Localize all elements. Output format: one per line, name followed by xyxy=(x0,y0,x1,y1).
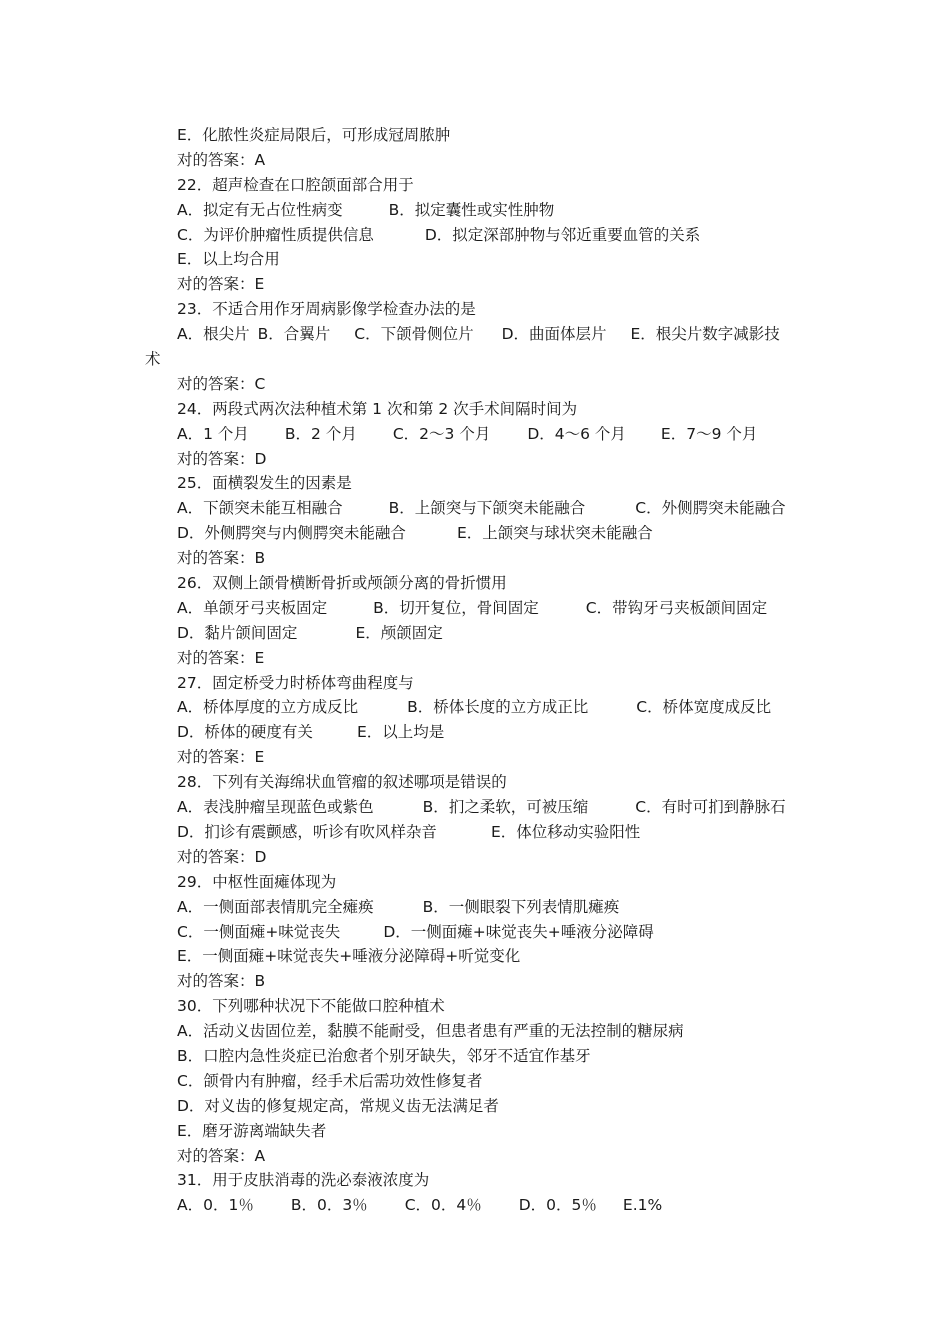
line-text: E．一侧面瘫+味觉丧失+唾液分泌障碍+听觉变化 xyxy=(177,947,521,966)
text-line xyxy=(0,322,950,347)
line-text: 对的答案：D xyxy=(177,847,267,866)
option-text: D．黏片颌间固定 xyxy=(177,623,298,642)
line-text: 对的答案：A xyxy=(177,1146,266,1165)
line-text: 31．用于皮肤消毒的洗必泰液浓度为 xyxy=(177,1171,430,1190)
text-line xyxy=(0,1044,950,1069)
text-line xyxy=(0,745,950,770)
line-text: E．磨牙游离端缺失者 xyxy=(177,1121,327,1140)
option-text: D．4～6 个月 xyxy=(527,424,626,443)
option-text: E．以上均是 xyxy=(356,723,445,742)
option-text: B．拟定囊性或实性肿物 xyxy=(388,200,555,219)
text-line xyxy=(0,422,950,447)
line-text: 22．超声检查在口腔颌面部合用于 xyxy=(177,175,414,194)
text-line xyxy=(0,198,950,223)
text-line xyxy=(0,795,950,820)
text-line xyxy=(0,123,950,148)
text-line xyxy=(0,173,950,198)
text-line xyxy=(0,372,950,397)
line-text: 28．下列有关海绵状血管瘤的叙述哪项是错误的 xyxy=(177,773,507,792)
text-line xyxy=(0,397,950,422)
text-line xyxy=(0,1069,950,1094)
option-text: E．上颌突与球状突未能融合 xyxy=(456,524,653,543)
line-text: D．对义齿的修复规定高，常规义齿无法满足者 xyxy=(177,1096,499,1115)
option-text: B．上颌突与下颌突未能融合 xyxy=(388,499,586,518)
option-text: A．拟定有无占位性病变 xyxy=(177,200,343,219)
text-line xyxy=(0,845,950,870)
option-text: A．下颌突未能互相融合 xyxy=(177,499,343,518)
option-text: D．外侧腭突与内侧腭突未能融合 xyxy=(177,524,406,543)
text-line xyxy=(0,447,950,472)
option-text: C．下颌骨侧位片 xyxy=(354,325,474,344)
text-line xyxy=(0,1119,950,1144)
text-line xyxy=(0,820,950,845)
option-text: A．1 个月 xyxy=(177,424,249,443)
line-text: 对的答案：A xyxy=(177,150,266,169)
line-text: 25．面横裂发生的因素是 xyxy=(177,474,352,493)
option-text: B．2 个月 xyxy=(284,424,357,443)
option-text: D．拟定深部肿物与邻近重要血管的关系 xyxy=(424,225,701,244)
option-text: E.1% xyxy=(622,1196,663,1215)
option-text: E．根尖片数字减影技 xyxy=(630,325,780,344)
text-line xyxy=(0,695,950,720)
text-line xyxy=(0,770,950,795)
line-text: 对的答案：D xyxy=(177,449,267,468)
line-text: 对的答案：C xyxy=(177,374,266,393)
line-text: 对的答案：E xyxy=(177,748,265,767)
option-text: C．有时可扪到静脉石 xyxy=(635,798,786,817)
text-line xyxy=(0,521,950,546)
option-text: A．0．1％ xyxy=(177,1196,254,1215)
text-line xyxy=(0,1144,950,1169)
line-text: 27．固定桥受力时桥体弯曲程度与 xyxy=(177,673,414,692)
option-text: B．一侧眼裂下列表情肌瘫痪 xyxy=(422,897,620,916)
text-line xyxy=(0,671,950,696)
line-text: C．颌骨内有肿瘤，经手术后需功效性修复者 xyxy=(177,1071,483,1090)
option-text: A．桥体厚度的立方成反比 xyxy=(177,698,359,717)
text-line xyxy=(0,596,950,621)
text-line xyxy=(0,571,950,596)
option-text: B．0．3％ xyxy=(290,1196,368,1215)
option-text: C．带钩牙弓夹板颌间固定 xyxy=(585,598,768,617)
text-line xyxy=(0,471,950,496)
option-text: C．一侧面瘫+味觉丧失 xyxy=(177,922,341,941)
text-line xyxy=(0,944,950,969)
text-line xyxy=(0,546,950,571)
option-text: D．扪诊有震颤感，听诊有吹风样杂音 xyxy=(177,822,437,841)
text-line xyxy=(0,1168,950,1193)
text-line xyxy=(0,496,950,521)
option-text: D．一侧面瘫+味觉丧失+唾液分泌障碍 xyxy=(383,922,654,941)
option-text: B．合翼片 xyxy=(257,325,331,344)
option-text: A．一侧面部表情肌完全瘫痪 xyxy=(177,897,374,916)
line-text: 30．下列哪种状况下不能做口腔种植术 xyxy=(177,997,445,1016)
line-text: 26．双侧上颌骨横断骨折或颅颌分离的骨折惯用 xyxy=(177,574,507,593)
option-text: C．外侧腭突未能融合 xyxy=(635,499,786,518)
text-line xyxy=(0,870,950,895)
option-text: A．表浅肿瘤呈现蓝色或紫色 xyxy=(177,798,374,817)
option-text: D．0．5％ xyxy=(518,1196,597,1215)
option-text: C．桥体宽度成反比 xyxy=(636,698,772,717)
exam-text-body xyxy=(0,123,950,1218)
text-line xyxy=(0,297,950,322)
line-text: 23．不适合用作牙周病影像学检查办法的是 xyxy=(177,300,476,319)
text-line xyxy=(0,272,950,297)
option-text: E．体位移动实验阳性 xyxy=(490,822,641,841)
option-text: B．桥体长度的立方成正比 xyxy=(407,698,589,717)
line-text: B．口腔内急性炎症已治愈者个别牙缺失，邻牙不适宜作基牙 xyxy=(177,1046,591,1065)
line-text: 29．中枢性面瘫体现为 xyxy=(177,872,337,891)
option-text: B．切开复位，骨间固定 xyxy=(373,598,539,617)
text-line xyxy=(0,994,950,1019)
option-text: C．为评价肿瘤性质提供信息 xyxy=(177,225,374,244)
text-line xyxy=(0,148,950,173)
option-text: E．颅颌固定 xyxy=(355,623,443,642)
line-text: 对的答案：E xyxy=(177,648,265,667)
text-line xyxy=(0,895,950,920)
line-text: E．化脓性炎症局限后，可形成冠周脓肿 xyxy=(177,126,451,144)
option-text: C．0．4％ xyxy=(404,1196,482,1215)
text-line xyxy=(0,1019,950,1044)
text-line xyxy=(0,920,950,945)
line-text: 对的答案：B xyxy=(177,972,266,991)
option-text: A．根尖片 xyxy=(177,325,250,344)
option-text: C．2～3 个月 xyxy=(392,424,491,443)
text-line xyxy=(0,247,950,272)
text-line xyxy=(0,720,950,745)
text-line xyxy=(0,621,950,646)
option-text: E．7～9 个月 xyxy=(660,424,758,443)
line-text: 对的答案：B xyxy=(177,549,266,568)
text-line xyxy=(0,969,950,994)
line-text: A．活动义齿固位差，黏膜不能耐受，但患者患有严重的无法控制的糖尿病 xyxy=(177,1022,684,1041)
text-line xyxy=(0,1193,950,1218)
text-line xyxy=(0,223,950,248)
line-text: 对的答案：E xyxy=(177,275,265,294)
text-line xyxy=(0,347,950,372)
line-text: E．以上均合用 xyxy=(177,250,280,269)
option-text: A．单颌牙弓夹板固定 xyxy=(177,598,328,617)
line-text: 术 xyxy=(145,350,161,369)
option-text: D．曲面体层片 xyxy=(501,325,607,344)
text-line xyxy=(0,646,950,671)
text-line xyxy=(0,1094,950,1119)
option-text: D．桥体的硬度有关 xyxy=(177,723,313,742)
option-text: B．扪之柔软，可被压缩 xyxy=(422,798,589,817)
line-text: 24．两段式两次法种植术第 1 次和第 2 次手术间隔时间为 xyxy=(177,399,578,418)
